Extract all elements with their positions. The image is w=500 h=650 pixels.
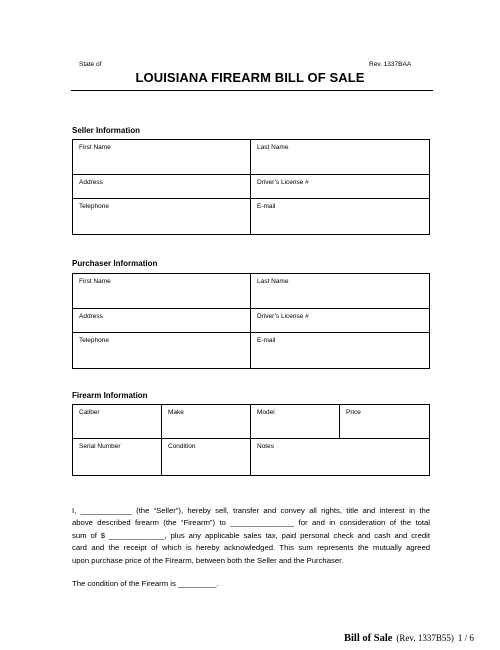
footer-document-name: Bill of Sale <box>344 633 393 644</box>
firearm-model-field[interactable]: Model <box>251 405 340 439</box>
document-title: LOUISIANA FIREARM BILL OF SALE <box>135 70 365 85</box>
purchaser-info-table <box>72 273 430 369</box>
seller-first-name-field[interactable]: First Name <box>73 140 251 175</box>
purchaser-section-heading: Purchaser Information <box>72 259 158 268</box>
purchaser-first-name-field[interactable]: First Name <box>73 274 251 309</box>
page-footer <box>344 628 474 646</box>
seller-section-heading: Seller Information <box>72 126 141 135</box>
firearm-condition-statement: The condition of the Firearm is _________. <box>72 579 219 588</box>
firearm-caliber-field[interactable]: Caliber <box>73 405 162 439</box>
firearm-notes-field[interactable]: Notes <box>257 443 274 450</box>
firearm-serial-number-field[interactable]: Serial Number <box>73 439 162 475</box>
purchaser-address-field[interactable]: Address <box>73 309 251 333</box>
purchaser-last-name-field[interactable]: Last Name <box>251 274 429 309</box>
seller-info-table <box>72 139 430 235</box>
firearm-info-table <box>72 404 430 476</box>
title-underline <box>71 90 433 91</box>
purchaser-email-field[interactable]: E-mail <box>257 337 276 344</box>
seller-license-field[interactable]: Driver’s License # <box>251 175 429 199</box>
seller-address-field[interactable]: Address <box>73 175 251 199</box>
seller-telephone-field[interactable]: Telephone <box>73 199 251 234</box>
firearm-condition-field[interactable]: Condition <box>162 439 251 475</box>
firearm-make-field[interactable]: Make <box>162 405 251 439</box>
state-label: State of <box>79 61 102 68</box>
purchaser-license-field[interactable]: Driver’s License # <box>251 309 429 333</box>
paragraph-line: upon purchase price of the Firearm, between both the Seller and the Purchaser. <box>72 555 344 565</box>
footer-revision: (Rev. 1337B55) <box>396 633 454 643</box>
sale-statement-paragraph <box>72 505 430 567</box>
purchaser-telephone-field[interactable]: Telephone <box>73 333 251 368</box>
paragraph-line: sum of $ _____________, plus any applicable sales tax, paid personal check and cash and credit <box>72 530 430 540</box>
paragraph-line: above described firearm (the “Firearm”) to _______________ for and in consideration of the total <box>72 518 430 528</box>
seller-email-field[interactable]: E-mail <box>257 203 276 210</box>
firearm-price-field[interactable]: Price <box>340 405 429 439</box>
paragraph-line: I, ____________ (the “Seller”), hereby sell, transfer and convey all rights, title and interest in the <box>72 506 430 515</box>
seller-last-name-field[interactable]: Last Name <box>251 140 429 175</box>
revision-label: Rev. 1337BAA <box>369 61 412 68</box>
paragraph-line: card and the receipt of which is hereby acknowledged. This sum represents the mutually agreed <box>72 543 430 553</box>
footer-page-number: 1 / 6 <box>457 633 474 643</box>
firearm-section-heading: Firearm Information <box>72 391 148 400</box>
